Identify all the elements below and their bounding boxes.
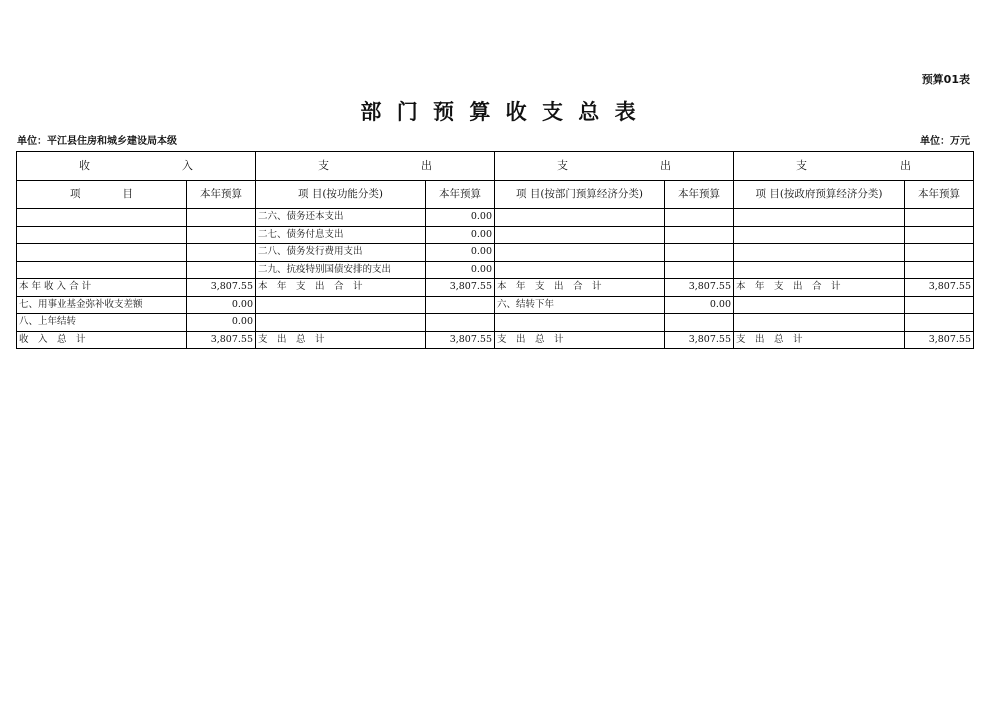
gov-item-cell xyxy=(734,314,905,332)
func-item-cell: 二六、债务还本支出 xyxy=(256,209,426,227)
gov-budget-header: 本年预算 xyxy=(905,181,974,209)
budget-summary-table xyxy=(16,151,974,349)
dept-item-header: 项 目(按部门预算经济分类) xyxy=(495,181,665,209)
income-item-cell xyxy=(17,226,187,244)
dept-item-cell: 支 出 总 计 xyxy=(495,331,665,349)
gov-amount-cell: 3,807.55 xyxy=(905,331,974,349)
func-amount-cell xyxy=(426,296,495,314)
dept-amount-cell xyxy=(665,226,734,244)
dept-amount-cell xyxy=(665,314,734,332)
table-row-grand-total xyxy=(17,331,974,349)
func-budget-header: 本年预算 xyxy=(426,181,495,209)
form-number: 预算01表 xyxy=(921,73,970,86)
table-row xyxy=(17,314,974,332)
table-row xyxy=(17,261,974,279)
income-amount-cell xyxy=(187,209,256,227)
gov-amount-cell xyxy=(905,209,974,227)
dept-amount-cell: 3,807.55 xyxy=(665,279,734,297)
dept-item-cell: 本 年 支 出 合 计 xyxy=(495,279,665,297)
income-header-char-2: 入 xyxy=(182,159,193,172)
gov-item-cell: 本 年 支 出 合 计 xyxy=(734,279,905,297)
func-item-cell: 二九、抗疫特别国债安排的支出 xyxy=(256,261,426,279)
func-amount-cell: 0.00 xyxy=(426,226,495,244)
func-amount-cell: 0.00 xyxy=(426,261,495,279)
func-item-cell: 支 出 总 计 xyxy=(256,331,426,349)
gov-item-cell xyxy=(734,261,905,279)
gov-item-header: 项 目(按政府预算经济分类) xyxy=(734,181,905,209)
income-amount-cell: 3,807.55 xyxy=(187,279,256,297)
income-section-header xyxy=(17,152,256,181)
income-item-header xyxy=(17,181,187,209)
gov-item-cell xyxy=(734,226,905,244)
dept-item-cell: 六、结转下年 xyxy=(495,296,665,314)
dept-amount-cell: 0.00 xyxy=(665,296,734,314)
gov-amount-cell xyxy=(905,244,974,262)
unit-organization: 单位：平江县住房和城乡建设局本级 xyxy=(17,136,177,147)
expense3-header-char-2: 出 xyxy=(900,159,911,172)
income-amount-cell: 0.00 xyxy=(187,296,256,314)
func-amount-cell xyxy=(426,314,495,332)
dept-budget-header: 本年预算 xyxy=(665,181,734,209)
income-item-cell xyxy=(17,244,187,262)
table-row xyxy=(17,296,974,314)
dept-item-cell xyxy=(495,209,665,227)
column-header-row xyxy=(17,181,974,209)
gov-amount-cell xyxy=(905,226,974,244)
income-item-cell: 收 入 总 计 xyxy=(17,331,187,349)
func-amount-cell: 0.00 xyxy=(426,244,495,262)
expense-functional-section-header xyxy=(256,152,495,181)
income-item-cell: 七、用事业基金弥补收支差额 xyxy=(17,296,187,314)
func-item-cell: 本 年 支 出 合 计 xyxy=(256,279,426,297)
table-row xyxy=(17,226,974,244)
income-item-cell: 本 年 收 入 合 计 xyxy=(17,279,187,297)
income-item-header-char-2: 目 xyxy=(122,188,133,200)
income-amount-cell: 0.00 xyxy=(187,314,256,332)
func-item-cell: 二八、债务发行费用支出 xyxy=(256,244,426,262)
table-row xyxy=(17,209,974,227)
income-item-cell xyxy=(17,261,187,279)
func-amount-cell: 3,807.55 xyxy=(426,279,495,297)
income-amount-cell xyxy=(187,244,256,262)
table-row xyxy=(17,244,974,262)
table-row-annual-total xyxy=(17,279,974,297)
section-header-row xyxy=(17,152,974,181)
income-item-cell: 八、上年结转 xyxy=(17,314,187,332)
dept-amount-cell xyxy=(665,209,734,227)
expense1-header-char-1: 支 xyxy=(318,159,329,172)
income-amount-cell: 3,807.55 xyxy=(187,331,256,349)
gov-amount-cell xyxy=(905,296,974,314)
page-title: 部 门 预 算 收 支 总 表 xyxy=(360,100,640,124)
gov-item-cell xyxy=(734,209,905,227)
dept-item-cell xyxy=(495,314,665,332)
expense2-header-char-1: 支 xyxy=(557,159,568,172)
income-amount-cell xyxy=(187,226,256,244)
dept-amount-cell xyxy=(665,261,734,279)
func-amount-cell: 3,807.55 xyxy=(426,331,495,349)
income-header-char-1: 收 xyxy=(79,159,90,172)
income-budget-header: 本年预算 xyxy=(187,181,256,209)
gov-amount-cell xyxy=(905,261,974,279)
func-item-cell: 二七、债务付息支出 xyxy=(256,226,426,244)
func-item-cell xyxy=(256,296,426,314)
dept-amount-cell xyxy=(665,244,734,262)
gov-item-cell xyxy=(734,296,905,314)
expense1-header-char-2: 出 xyxy=(421,159,432,172)
func-item-cell xyxy=(256,314,426,332)
dept-amount-cell: 3,807.55 xyxy=(665,331,734,349)
dept-item-cell xyxy=(495,261,665,279)
income-item-cell xyxy=(17,209,187,227)
dept-item-cell xyxy=(495,244,665,262)
expense3-header-char-1: 支 xyxy=(796,159,807,172)
func-item-header: 项 目(按功能分类) xyxy=(256,181,426,209)
dept-item-cell xyxy=(495,226,665,244)
expense-dept-section-header xyxy=(495,152,734,181)
expense2-header-char-2: 出 xyxy=(660,159,671,172)
income-amount-cell xyxy=(187,261,256,279)
gov-item-cell xyxy=(734,244,905,262)
gov-amount-cell: 3,807.55 xyxy=(905,279,974,297)
func-amount-cell: 0.00 xyxy=(426,209,495,227)
unit-currency: 单位：万元 xyxy=(920,136,970,147)
expense-gov-section-header xyxy=(734,152,974,181)
gov-amount-cell xyxy=(905,314,974,332)
gov-item-cell: 支 出 总 计 xyxy=(734,331,905,349)
income-item-header-char-1: 项 xyxy=(70,188,81,200)
